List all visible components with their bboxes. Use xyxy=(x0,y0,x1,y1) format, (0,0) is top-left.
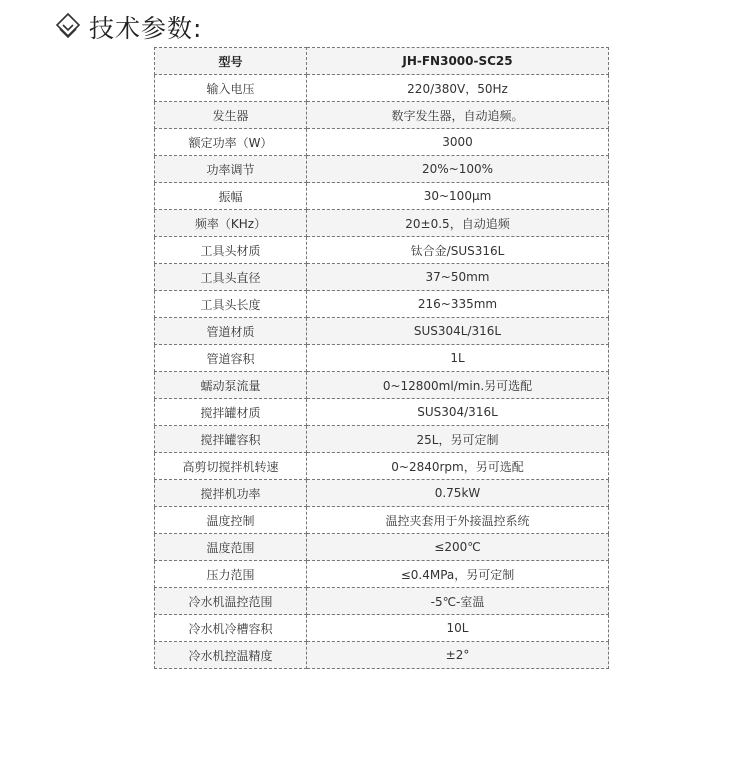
table-row xyxy=(155,264,609,291)
row-label: 压力范围 xyxy=(155,561,307,588)
row-value: 216~335mm xyxy=(307,291,609,318)
table-row xyxy=(155,345,609,372)
table-row xyxy=(155,156,609,183)
row-label: 高剪切搅拌机转速 xyxy=(155,453,307,480)
row-label: 搅拌机功率 xyxy=(155,480,307,507)
row-label: 功率调节 xyxy=(155,156,307,183)
table-header-row xyxy=(155,48,609,75)
table-row xyxy=(155,102,609,129)
row-label: 冷水机温控范围 xyxy=(155,588,307,615)
row-value: 温控夹套用于外接温控系统 xyxy=(307,507,609,534)
table-row xyxy=(155,561,609,588)
row-value: 0~12800ml/min.另可选配 xyxy=(307,372,609,399)
row-value: 220/380V，50Hz xyxy=(307,75,609,102)
row-label: 振幅 xyxy=(155,183,307,210)
row-label: 工具头直径 xyxy=(155,264,307,291)
row-value: SUS304L/316L xyxy=(307,318,609,345)
table-row xyxy=(155,210,609,237)
row-value: ≤200℃ xyxy=(307,534,609,561)
row-label: 频率（KHz） xyxy=(155,210,307,237)
row-value: -5℃-室温 xyxy=(307,588,609,615)
section-title: 技术参数: xyxy=(89,14,203,43)
row-value: SUS304/316L xyxy=(307,399,609,426)
row-label: 工具头长度 xyxy=(155,291,307,318)
table-row xyxy=(155,129,609,156)
table-row xyxy=(155,534,609,561)
row-label: 冷水机控温精度 xyxy=(155,642,307,669)
spec-table xyxy=(154,47,609,669)
row-value: 10L xyxy=(307,615,609,642)
row-label: 温度范围 xyxy=(155,534,307,561)
row-label: 输入电压 xyxy=(155,75,307,102)
table-row xyxy=(155,372,609,399)
table-row xyxy=(155,642,609,669)
spec-table-container xyxy=(154,47,608,669)
row-value: 20±0.5，自动追频 xyxy=(307,210,609,237)
row-label: 冷水机冷槽容积 xyxy=(155,615,307,642)
row-value: 0.75kW xyxy=(307,480,609,507)
table-row xyxy=(155,615,609,642)
row-value: JH-FN3000-SC25 xyxy=(307,48,609,75)
table-row xyxy=(155,183,609,210)
table-row xyxy=(155,588,609,615)
row-value: 3000 xyxy=(307,129,609,156)
row-label: 额定功率（W） xyxy=(155,129,307,156)
row-value: 37~50mm xyxy=(307,264,609,291)
table-row xyxy=(155,480,609,507)
table-row xyxy=(155,318,609,345)
row-value: 0~2840rpm，另可选配 xyxy=(307,453,609,480)
row-label: 发生器 xyxy=(155,102,307,129)
table-row xyxy=(155,237,609,264)
row-value: ≤0.4MPa，另可定制 xyxy=(307,561,609,588)
section-header xyxy=(55,9,202,45)
table-row xyxy=(155,75,609,102)
table-row xyxy=(155,399,609,426)
row-value: 30~100μm xyxy=(307,183,609,210)
row-label: 工具头材质 xyxy=(155,237,307,264)
row-label: 蠕动泵流量 xyxy=(155,372,307,399)
row-value: 数字发生器，自动追频。 xyxy=(307,102,609,129)
row-label: 搅拌罐容积 xyxy=(155,426,307,453)
row-value: ±2° xyxy=(307,642,609,669)
row-label: 型号 xyxy=(155,48,307,75)
table-row xyxy=(155,291,609,318)
diamond-layers-icon xyxy=(55,12,81,42)
row-label: 温度控制 xyxy=(155,507,307,534)
row-label: 搅拌罐材质 xyxy=(155,399,307,426)
table-row xyxy=(155,426,609,453)
row-label: 管道材质 xyxy=(155,318,307,345)
row-value: 钛合金/SUS316L xyxy=(307,237,609,264)
table-row xyxy=(155,453,609,480)
row-label: 管道容积 xyxy=(155,345,307,372)
row-value: 1L xyxy=(307,345,609,372)
row-value: 20%~100% xyxy=(307,156,609,183)
table-row xyxy=(155,507,609,534)
row-value: 25L，另可定制 xyxy=(307,426,609,453)
